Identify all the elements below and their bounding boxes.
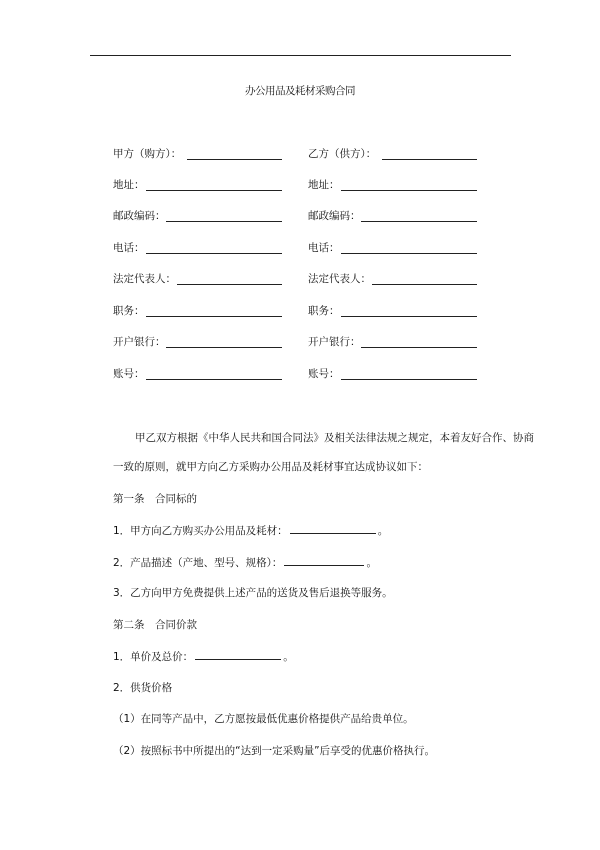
buyer-address-field[interactable] [113,177,283,193]
header-rule [90,55,511,56]
article-2-heading: 第二条 合同价款 [113,619,197,631]
products-blank[interactable] [290,522,376,534]
party-row-buyer-seller [0,146,600,162]
seller-name-label: 乙方（供方）： [308,148,377,160]
price-blank[interactable] [195,648,281,660]
seller-account-field[interactable] [308,366,478,382]
article-2-item-1-text: 1．单价及总价： [113,651,194,663]
article-2-sub-2: （2）按照标书中所提出的“达到一定采购量”后享受的优惠价格执行。 [113,745,436,757]
seller-phone-label: 电话： [308,242,340,254]
article-2-item-1 [113,648,294,665]
buyer-account-blank[interactable] [146,379,282,380]
buyer-bank-blank[interactable] [166,347,282,348]
intro-paragraph-line-2: 一致的原则，就甲方向乙方采购办公用品及耗材事宜达成协议如下： [113,461,428,473]
intro-paragraph-line-1: 甲乙双方根据《中华人民共和国合同法》及相关法律法规之规定，本着友好合作、协商 [135,432,534,444]
seller-account-blank[interactable] [341,379,477,380]
buyer-account-field[interactable] [113,366,283,382]
seller-address-label: 地址： [308,179,340,191]
buyer-bank-label: 开户银行： [113,336,166,348]
seller-bank-blank[interactable] [361,347,477,348]
buyer-phone-label: 电话： [113,242,145,254]
product-description-blank[interactable] [284,554,364,566]
seller-phone-field[interactable] [308,240,478,256]
article-1-item-2-text: 2．产品描述（产地、型号、规格）： [113,557,283,569]
article-1-item-2-period: 。 [366,557,377,569]
seller-legal-rep-label: 法定代表人： [308,273,371,285]
seller-phone-blank[interactable] [341,253,477,254]
buyer-legal-rep-label: 法定代表人： [113,273,176,285]
buyer-address-blank[interactable] [146,190,282,191]
article-1-item-1 [113,522,388,539]
seller-account-label: 账号： [308,368,340,380]
party-row-account [0,366,600,382]
seller-name-field[interactable] [308,146,478,162]
seller-legal-rep-field[interactable] [308,271,478,287]
seller-bank-label: 开户银行： [308,336,361,348]
buyer-position-field[interactable] [113,303,283,319]
buyer-name-label: 甲方（购方）： [113,148,182,160]
seller-position-field[interactable] [308,303,478,319]
buyer-postcode-blank[interactable] [166,221,282,222]
article-1-item-1-period: 。 [377,525,389,537]
party-row-bank [0,334,600,350]
seller-name-blank[interactable] [382,159,477,160]
buyer-address-label: 地址： [113,179,145,191]
buyer-phone-blank[interactable] [146,253,282,254]
seller-address-blank[interactable] [341,190,477,191]
party-row-address [0,177,600,193]
buyer-position-blank[interactable] [146,316,282,317]
buyer-bank-field[interactable] [113,334,283,350]
buyer-phone-field[interactable] [113,240,283,256]
seller-position-blank[interactable] [341,316,477,317]
seller-postcode-field[interactable] [308,208,478,224]
article-1-item-2 [113,554,377,571]
seller-legal-rep-blank[interactable] [372,284,477,285]
article-2-sub-1: （1）在同等产品中，乙方愿按最低优惠价格提供产品给贵单位。 [113,713,414,725]
buyer-postcode-field[interactable] [113,208,283,224]
buyer-name-blank[interactable] [187,159,282,160]
party-row-legal-rep [0,271,600,287]
article-2-item-2: 2．供货价格 [113,682,173,694]
buyer-account-label: 账号： [113,368,145,380]
buyer-position-label: 职务： [113,305,145,317]
article-1-item-3: 3．乙方向甲方免费提供上述产品的送货及售后退换等服务。 [113,587,393,599]
article-1-item-1-text: 1．甲方向乙方购买办公用品及耗材： [113,525,288,537]
party-row-postcode [0,208,600,224]
party-row-position [0,303,600,319]
party-row-phone [0,240,600,256]
seller-address-field[interactable] [308,177,478,193]
seller-postcode-label: 邮政编码： [308,210,361,222]
buyer-name-field[interactable] [113,146,283,162]
seller-bank-field[interactable] [308,334,478,350]
article-2-item-1-period: 。 [283,651,294,663]
article-1-heading: 第一条 合同标的 [113,493,197,505]
contract-title: 办公用品及耗材采购合同 [245,85,355,97]
buyer-legal-rep-blank[interactable] [177,284,282,285]
buyer-legal-rep-field[interactable] [113,271,283,287]
buyer-postcode-label: 邮政编码： [113,210,166,222]
seller-position-label: 职务： [308,305,340,317]
seller-postcode-blank[interactable] [361,221,477,222]
